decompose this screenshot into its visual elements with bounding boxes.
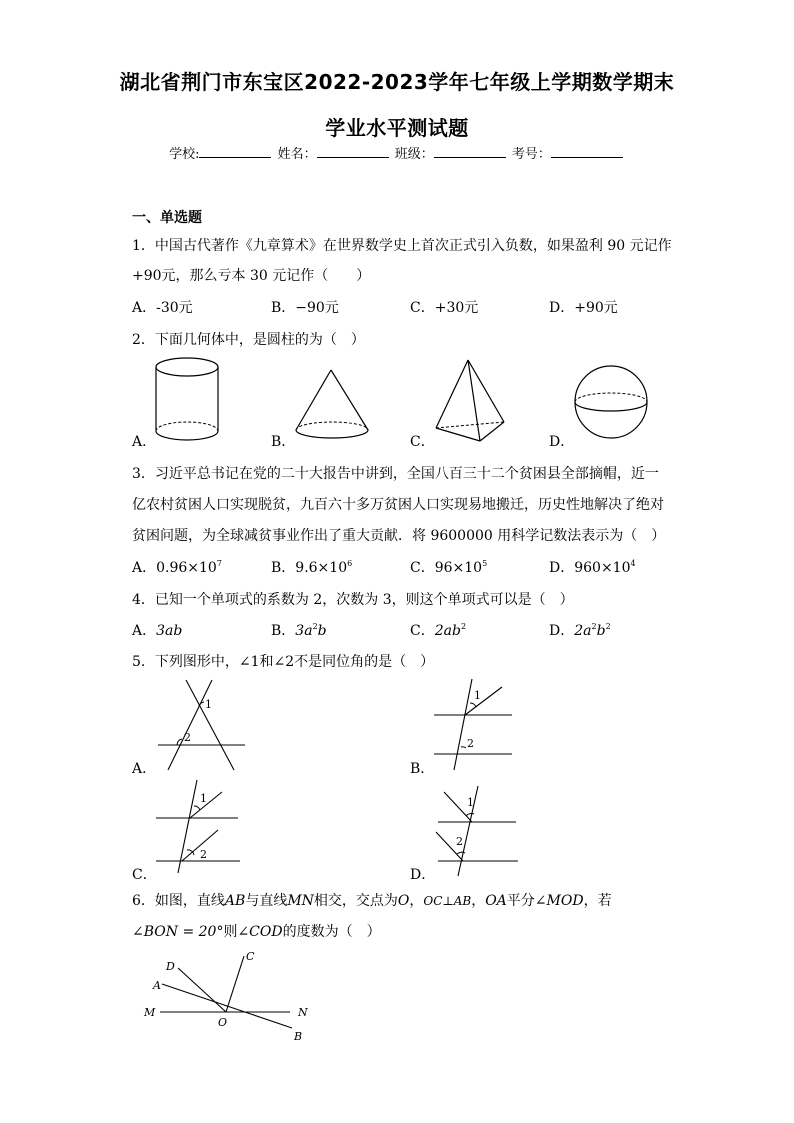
q1-option-b: B．−90元 [271,300,339,316]
q5-figure-d [430,784,540,884]
q5d-angle2-label: 2 [456,835,463,848]
q5-figure-b [430,675,540,775]
q2-label-c: C． [410,434,435,450]
pyramid-figure [430,356,520,446]
q5a-angle1-label: 1 [205,698,212,711]
q5-label-c: C． [132,867,157,883]
q4-stem: 4．已知一个单项式的系数为 2，次数为 3，则这个单项式可以是（ ） [132,592,574,608]
q3-option-d: D．$960\times 10^4$ [549,559,636,576]
q6-stem-line2: ∠BON = 20°则∠COD的度数为（ ） [132,924,381,940]
exam-number-blank [551,145,623,158]
q6-point-o: O [218,1016,228,1029]
q2-label-d: D． [549,434,575,450]
class-label: 班级： [394,147,434,162]
q5b-angle2-label: 2 [467,737,474,750]
q3-stem-line3: 贫困问题，为全球减贫事业作出了重大贡献．将 9600000 用科学记数法表示为（ ） [132,528,666,544]
q5-stem: 5．下列图形中，∠1和∠2不是同位角的是（ ） [132,654,435,670]
school-label: 学校: [169,147,200,162]
q6-point-m: M [144,1006,156,1019]
q1-option-d: D．+90元 [549,300,618,316]
q5b-angle1-label: 1 [474,689,481,702]
q1-option-c: C．+30元 [410,300,479,316]
cylinder-figure [150,355,240,450]
cone-figure [290,362,380,447]
q2-label-b: B． [271,434,296,450]
q1-stem-line1: 1．中国古代著作《九章算术》在世界数学史上首次正式引入负数，如果盈利 90 元记作 [132,238,672,254]
q3-option-b: B．$9.6\times 10^6$ [271,559,353,576]
q3-stem-line1: 3．习近平总书记在党的二十大报告中讲到，全国八百三十二个贫困县全部摘帽，近一 [132,466,659,482]
q6-point-n: N [298,1006,308,1019]
q5c-angle2-label: 2 [200,848,207,861]
school-blank [199,145,271,158]
q5d-angle1-label: 1 [467,796,474,809]
q1-stem-line2: +90元，那么亏本 30 元记作（ ） [132,268,371,284]
q5-figure-a [150,675,260,775]
name-blank [317,145,389,158]
q6-point-d: D [166,960,175,973]
q1-option-a: A．-30元 [132,300,193,316]
q5-label-b: B． [410,761,435,777]
name-label: 姓名： [277,147,317,162]
section-title: 一、单选题 [132,210,202,226]
q4-option-b: B．$3a^2b$ [271,622,327,639]
q6-stem-line1: 6．如图，直线AB与直线MN相交，交点为O，OC⊥AB，OA平分∠MOD，若 [132,893,612,909]
page-title-line2: 学业水平测试题 [325,116,469,140]
q4-option-d: D．$2a^2b^2$ [549,622,611,639]
student-info-row [0,143,794,162]
q5-figure-c [150,778,260,878]
q6-point-c: C [246,950,255,963]
q5c-angle1-label: 1 [200,792,207,805]
page-title-line1: 湖北省荆门市东宝区2022-2023学年七年级上学期数学期末 [119,70,675,94]
q4-option-c: C．$2ab^2$ [410,622,467,639]
q3-option-a: A．$0.96\times 10^7$ [132,559,222,576]
q5-label-a: A． [132,761,157,777]
q6-point-b: B [294,1030,303,1043]
q3-option-c: C．$96\times 10^5$ [410,559,488,576]
q3-stem-line2: 亿农村贫困人口实现脱贫，九百六十多万贫困人口实现易地搬迁，历史性地解决了绝对 [132,497,664,513]
q4-option-a: A．3ab [132,623,183,639]
q5-label-d: D． [410,867,436,883]
q2-stem: 2．下面几何体中，是圆柱的为（ ） [132,332,365,348]
q6-figure [140,948,320,1048]
sphere-figure [570,362,660,447]
class-blank [434,145,506,158]
q2-label-a: A． [132,434,157,450]
q5a-angle2-label: 2 [184,731,191,744]
q6-point-a: A [153,979,161,992]
exam-number-label: 考号： [511,147,551,162]
